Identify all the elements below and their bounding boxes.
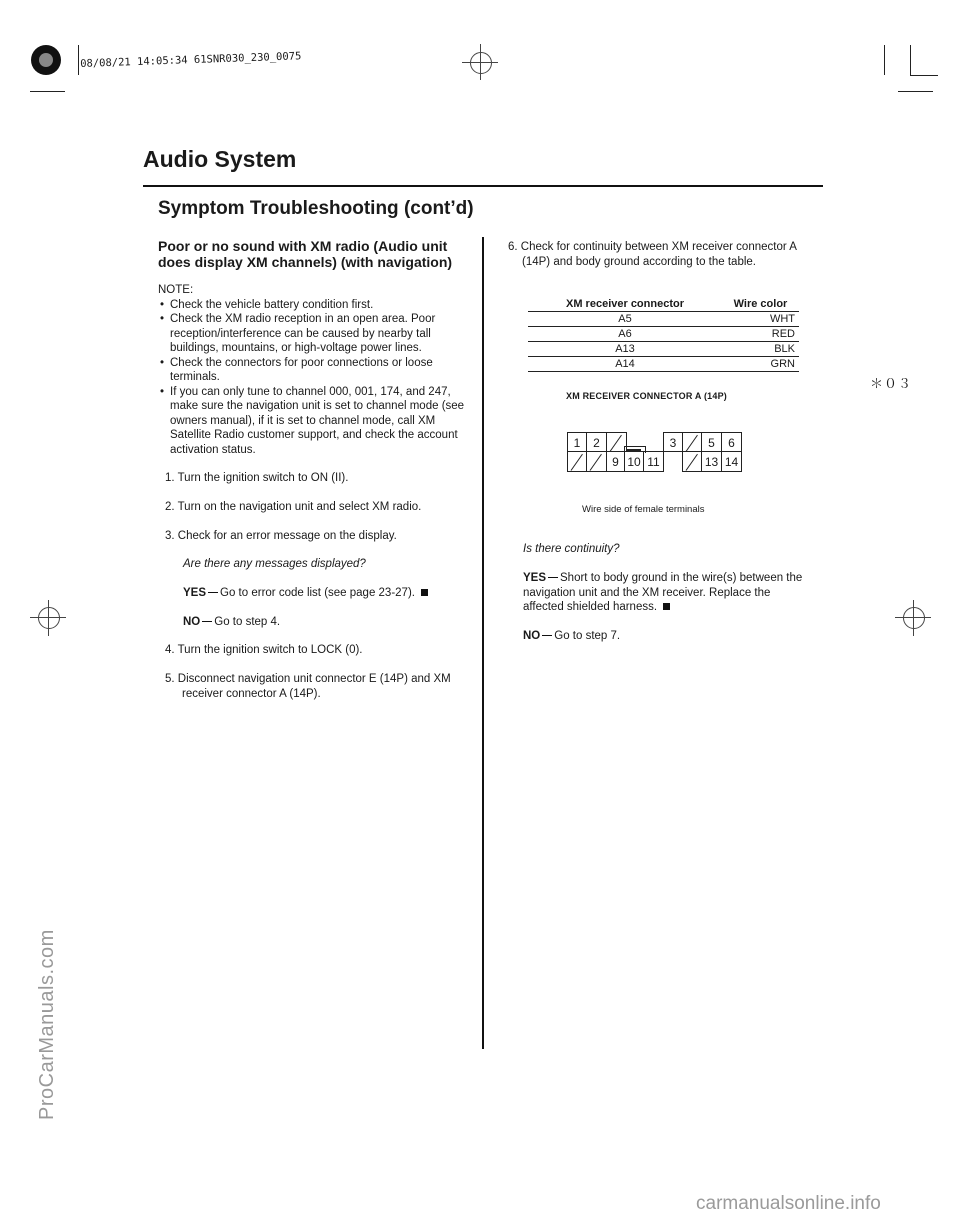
crosshair-mark-left [38, 607, 60, 629]
continuity-table [528, 297, 799, 372]
no-label: NO [523, 630, 541, 642]
table-cell: A6 [528, 327, 722, 342]
connector-title: XM RECEIVER CONNECTOR A (14P) [566, 391, 727, 401]
pin-5: 5 [701, 432, 722, 452]
pin-1: 1 [567, 432, 587, 452]
step-5: 5. Disconnect navigation unit connector E (14P) and XM receiver connector A (14P). [165, 673, 451, 700]
pin-empty [567, 451, 587, 472]
table-row [528, 312, 799, 327]
table-cell: A13 [528, 342, 722, 357]
table-cell: RED [722, 327, 799, 342]
pin-9: 9 [606, 451, 625, 472]
section-title: Symptom Troubleshooting (cont’d) [158, 198, 474, 219]
dash [542, 635, 552, 636]
pin-2: 2 [586, 432, 607, 452]
dash [202, 621, 212, 622]
connector-caption: Wire side of female terminals [582, 504, 705, 515]
no-text: Go to step 7. [554, 630, 621, 642]
symptom-heading [158, 238, 478, 270]
heading-line: Poor or no sound with XM radio (Audio unit [158, 238, 448, 254]
crosshair-mark-top [470, 52, 492, 74]
note-item: • Check the connectors for poor connections or loose terminals. [158, 356, 468, 385]
table-cell: A14 [528, 357, 722, 372]
crop-mark [898, 91, 933, 92]
note-item: • Check the vehicle battery condition first. [158, 298, 468, 313]
yes-text: Short to body ground in the wire(s) between the navigation unit and the XM receiver. Replace the affected shielded harness. [523, 572, 803, 613]
end-marker [421, 589, 428, 596]
heading-line: does display XM channels) (with navigation) [158, 254, 453, 270]
table-header: XM receiver connector [528, 297, 722, 312]
step-6: 6. Check for continuity between XM receiver connector A (14P) and body ground according to the table. [508, 241, 797, 268]
crop-mark [30, 91, 65, 92]
yes-text: Go to error code list (see page 23-27). [220, 587, 415, 599]
answer-yes-left [183, 586, 428, 601]
watermark-side: ProCarManuals.com [36, 929, 58, 1120]
header-rule [143, 185, 823, 187]
pin-6: 6 [721, 432, 742, 452]
table-header-row [528, 297, 799, 312]
column-divider [482, 237, 484, 1049]
note-block [158, 283, 468, 457]
crop-mark [884, 45, 885, 75]
table-row [528, 342, 799, 357]
answer-yes-right [523, 571, 805, 615]
print-stamp: 08/08/21 14:05:34 61SNR030_230_0075 [80, 50, 302, 70]
table-cell: A5 [528, 312, 722, 327]
table-row [528, 357, 799, 372]
pin-empty [682, 451, 702, 472]
crop-mark [78, 45, 79, 75]
step-3: 3. Check for an error message on the display. [165, 530, 397, 542]
step-2: 2. Turn on the navigation unit and select XM radio. [165, 501, 422, 513]
pin-empty [586, 451, 607, 472]
no-label: NO [183, 616, 201, 628]
pin-14: 14 [721, 451, 742, 472]
margin-code: ＊０３ [870, 376, 913, 391]
step-1: 1. Turn the ignition switch to ON (II). [165, 472, 349, 484]
note-item: • Check the XM radio reception in an open area. Poor reception/interference can be caused by nearby tall buildings, mountains, or high-voltage power lines. [158, 312, 468, 356]
crosshair-line [462, 62, 498, 63]
dash [548, 577, 558, 578]
table-header: Wire color [722, 297, 799, 312]
crosshair-line [48, 600, 49, 636]
registration-mark-left-inner [39, 53, 53, 67]
question-left: Are there any messages displayed? [183, 558, 366, 570]
crop-mark [910, 75, 938, 76]
answer-no-right [523, 629, 620, 644]
no-text: Go to step 4. [214, 616, 281, 628]
page-title: Audio System [143, 146, 297, 172]
question-right: Is there continuity? [523, 543, 620, 555]
crosshair-line [895, 617, 931, 618]
connector-diagram [567, 432, 742, 472]
note-label: NOTE: [158, 284, 194, 296]
table-row [528, 327, 799, 342]
crop-mark [910, 45, 911, 75]
crosshair-mark-right [903, 607, 925, 629]
pin-3: 3 [663, 432, 683, 452]
crosshair-line [913, 600, 914, 636]
table-cell: GRN [722, 357, 799, 372]
step-4: 4. Turn the ignition switch to LOCK (0). [165, 644, 363, 656]
note-item: • If you can only tune to channel 000, 001, 174, and 247, make sure the navigation unit is set to channel mode (see owners manual), if it is set to channel mode, call XM Satellite Radio customer support, and check the account activation status. [158, 385, 468, 458]
pin-empty [682, 432, 702, 452]
pin-10: 10 [624, 451, 644, 472]
yes-label: YES [523, 572, 547, 584]
crosshair-line [30, 617, 66, 618]
answer-no-left [183, 615, 280, 630]
pin-11: 11 [643, 451, 664, 472]
table-cell: BLK [722, 342, 799, 357]
pin-13: 13 [701, 451, 722, 472]
footer-watermark: carmanualsonline.info [696, 1193, 881, 1214]
table-cell: WHT [722, 312, 799, 327]
dash [208, 592, 218, 593]
yes-label: YES [183, 587, 207, 599]
end-marker [663, 603, 670, 610]
